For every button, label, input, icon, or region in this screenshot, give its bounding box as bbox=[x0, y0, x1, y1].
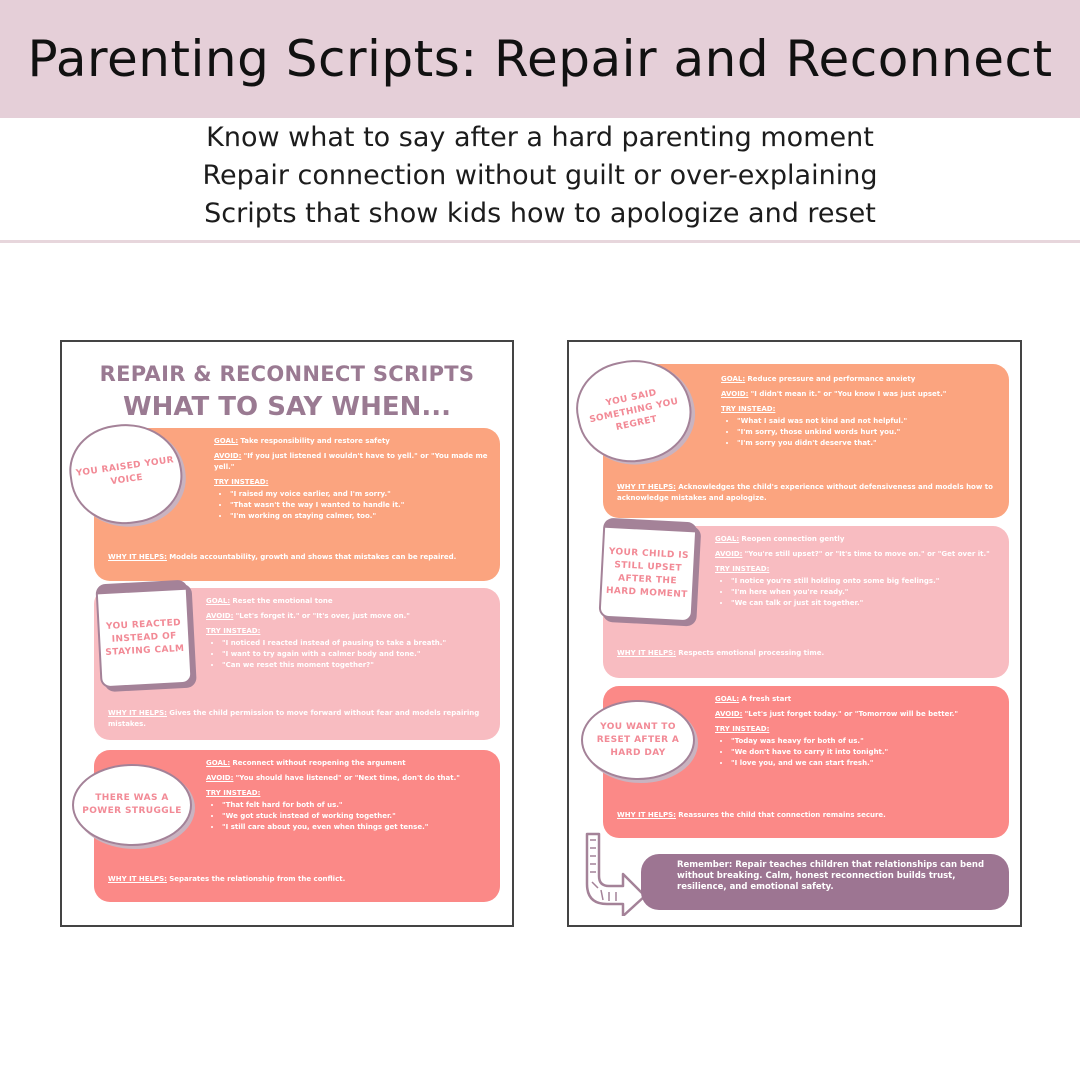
title-banner bbox=[0, 0, 1080, 118]
avoid-label: AVOID: bbox=[715, 710, 743, 718]
badge-text: YOUR CHILD IS STILL UPSET AFTER THE HARD MOMENT bbox=[605, 546, 690, 601]
try-label: TRY INSTEAD: bbox=[721, 405, 776, 413]
try-item: • "I still care about you, even when things get tense." bbox=[222, 822, 490, 833]
try-label: TRY INSTEAD: bbox=[206, 627, 261, 635]
goal-label: GOAL: bbox=[206, 597, 231, 605]
avoid-text: "If you just listened I wouldn't have to yell." or "You made me yell." bbox=[214, 452, 488, 471]
remember-text: Remember: Repair teaches children that relationships can bend without breaking. Calm, honest reconnection builds trust, resilience, and emotional safety. bbox=[677, 860, 985, 892]
avoid-text: "Let's just forget today." or "Tomorrow will be better." bbox=[744, 710, 959, 718]
try-item: • "What I said was not kind and not helpful." bbox=[737, 416, 1001, 427]
try-label: TRY INSTEAD: bbox=[715, 565, 770, 573]
try-item: • "I want to try again with a calmer body and tone." bbox=[222, 649, 490, 660]
box-badge bbox=[95, 580, 192, 689]
try-item: • "We can talk or just sit together." bbox=[731, 598, 1001, 609]
avoid-text: "You should have listened" or "Next time, don't do that." bbox=[235, 774, 460, 782]
try-item: • "I'm sorry, those unkind words hurt you." bbox=[737, 427, 1001, 438]
try-item: • "Today was heavy for both of us." bbox=[731, 736, 1001, 747]
badge-text: THERE WAS A POWER STRUGGLE bbox=[82, 793, 182, 816]
goal-label: GOAL: bbox=[715, 535, 740, 543]
why-text: Reassures the child that connection remains secure. bbox=[678, 811, 886, 819]
why-label: WHY IT HELPS: bbox=[108, 709, 167, 717]
goal-label: GOAL: bbox=[206, 759, 231, 767]
goal-text: Reduce pressure and performance anxiety bbox=[747, 375, 916, 383]
badge-text: YOU REACTED INSTEAD OF STAYING CALM bbox=[105, 617, 185, 658]
why-label: WHY IT HELPS: bbox=[617, 649, 676, 657]
try-item: • "I love you, and we can start fresh." bbox=[731, 758, 1001, 769]
subtitle-line-2: Repair connection without guilt or over-explaining bbox=[202, 160, 878, 191]
why-text: Separates the relationship from the conflict. bbox=[169, 875, 346, 883]
curved-arrow-icon bbox=[579, 830, 649, 916]
avoid-label: AVOID: bbox=[214, 452, 242, 460]
avoid-label: AVOID: bbox=[206, 774, 234, 782]
why-text: Respects emotional processing time. bbox=[678, 649, 825, 657]
goal-text: Reset the emotional tone bbox=[232, 597, 333, 605]
avoid-label: AVOID: bbox=[721, 390, 749, 398]
remember-note bbox=[641, 854, 1009, 910]
try-item: • "I raised my voice earlier, and I'm sorry." bbox=[230, 489, 490, 500]
why-text: Acknowledges the child's experience without defensiveness and models how to acknowledge mistakes and apologize. bbox=[617, 483, 993, 502]
try-item: • "I'm working on staying calmer, too." bbox=[230, 511, 490, 522]
try-item: • "That wasn't the way I wanted to handle it." bbox=[230, 500, 490, 511]
right-preview-page bbox=[567, 340, 1022, 927]
why-label: WHY IT HELPS: bbox=[108, 875, 167, 883]
badge-text: YOU SAID SOMETHING YOU REGRET bbox=[588, 387, 680, 433]
goal-text: Take responsibility and restore safety bbox=[240, 437, 390, 445]
avoid-label: AVOID: bbox=[715, 550, 743, 558]
goal-text: A fresh start bbox=[741, 695, 792, 703]
divider bbox=[0, 240, 1080, 243]
left-page-subheading: WHAT TO SAY WHEN... bbox=[122, 392, 452, 422]
badge-text: YOU WANT TO RESET AFTER A HARD DAY bbox=[596, 721, 680, 758]
subtitle-line-3: Scripts that show kids how to apologize and reset bbox=[204, 198, 876, 229]
why-label: WHY IT HELPS: bbox=[108, 553, 167, 561]
try-label: TRY INSTEAD: bbox=[206, 789, 261, 797]
try-item: • "I notice you're still holding onto some big feelings." bbox=[731, 576, 1001, 587]
page-title: Parenting Scripts: Repair and Reconnect bbox=[27, 30, 1053, 88]
goal-label: GOAL: bbox=[715, 695, 740, 703]
oval-badge bbox=[72, 764, 192, 846]
why-label: WHY IT HELPS: bbox=[617, 483, 676, 491]
try-label: TRY INSTEAD: bbox=[715, 725, 770, 733]
try-item: • "Can we reset this moment together?" bbox=[222, 660, 490, 671]
left-preview-page bbox=[60, 340, 514, 927]
goal-text: Reconnect without reopening the argument bbox=[232, 759, 406, 767]
avoid-text: "You're still upset?" or "It's time to move on." or "Get over it." bbox=[744, 550, 990, 558]
avoid-label: AVOID: bbox=[206, 612, 234, 620]
oval-badge bbox=[581, 700, 695, 780]
why-label: WHY IT HELPS: bbox=[617, 811, 676, 819]
avoid-text: "I didn't mean it." or "You know I was just upset." bbox=[750, 390, 947, 398]
avoid-text: "Let's forget it." or "It's over, just move on." bbox=[235, 612, 410, 620]
subtitle-line-1: Know what to say after a hard parenting moment bbox=[206, 122, 874, 153]
box-badge bbox=[598, 518, 697, 623]
try-item: • "I noticed I reacted instead of pausing to take a breath." bbox=[222, 638, 490, 649]
goal-label: GOAL: bbox=[214, 437, 239, 445]
why-text: Models accountability, growth and shows that mistakes can be repaired. bbox=[169, 553, 457, 561]
why-text: Gives the child permission to move forward without fear and models repairing mistakes. bbox=[108, 709, 480, 728]
try-item: • "I'm here when you're ready." bbox=[731, 587, 1001, 598]
goal-label: GOAL: bbox=[721, 375, 746, 383]
try-item: • "I'm sorry you didn't deserve that." bbox=[737, 438, 1001, 449]
try-label: TRY INSTEAD: bbox=[214, 478, 269, 486]
try-item: • "We don't have to carry it into tonight." bbox=[731, 747, 1001, 758]
left-page-heading: REPAIR & RECONNECT SCRIPTS bbox=[99, 362, 475, 386]
goal-text: Reopen connection gently bbox=[741, 535, 845, 543]
try-item: • "That felt hard for both of us." bbox=[222, 800, 490, 811]
try-item: • "We got stuck instead of working together." bbox=[222, 811, 490, 822]
badge-text: YOU RAISED YOUR VOICE bbox=[75, 455, 175, 488]
